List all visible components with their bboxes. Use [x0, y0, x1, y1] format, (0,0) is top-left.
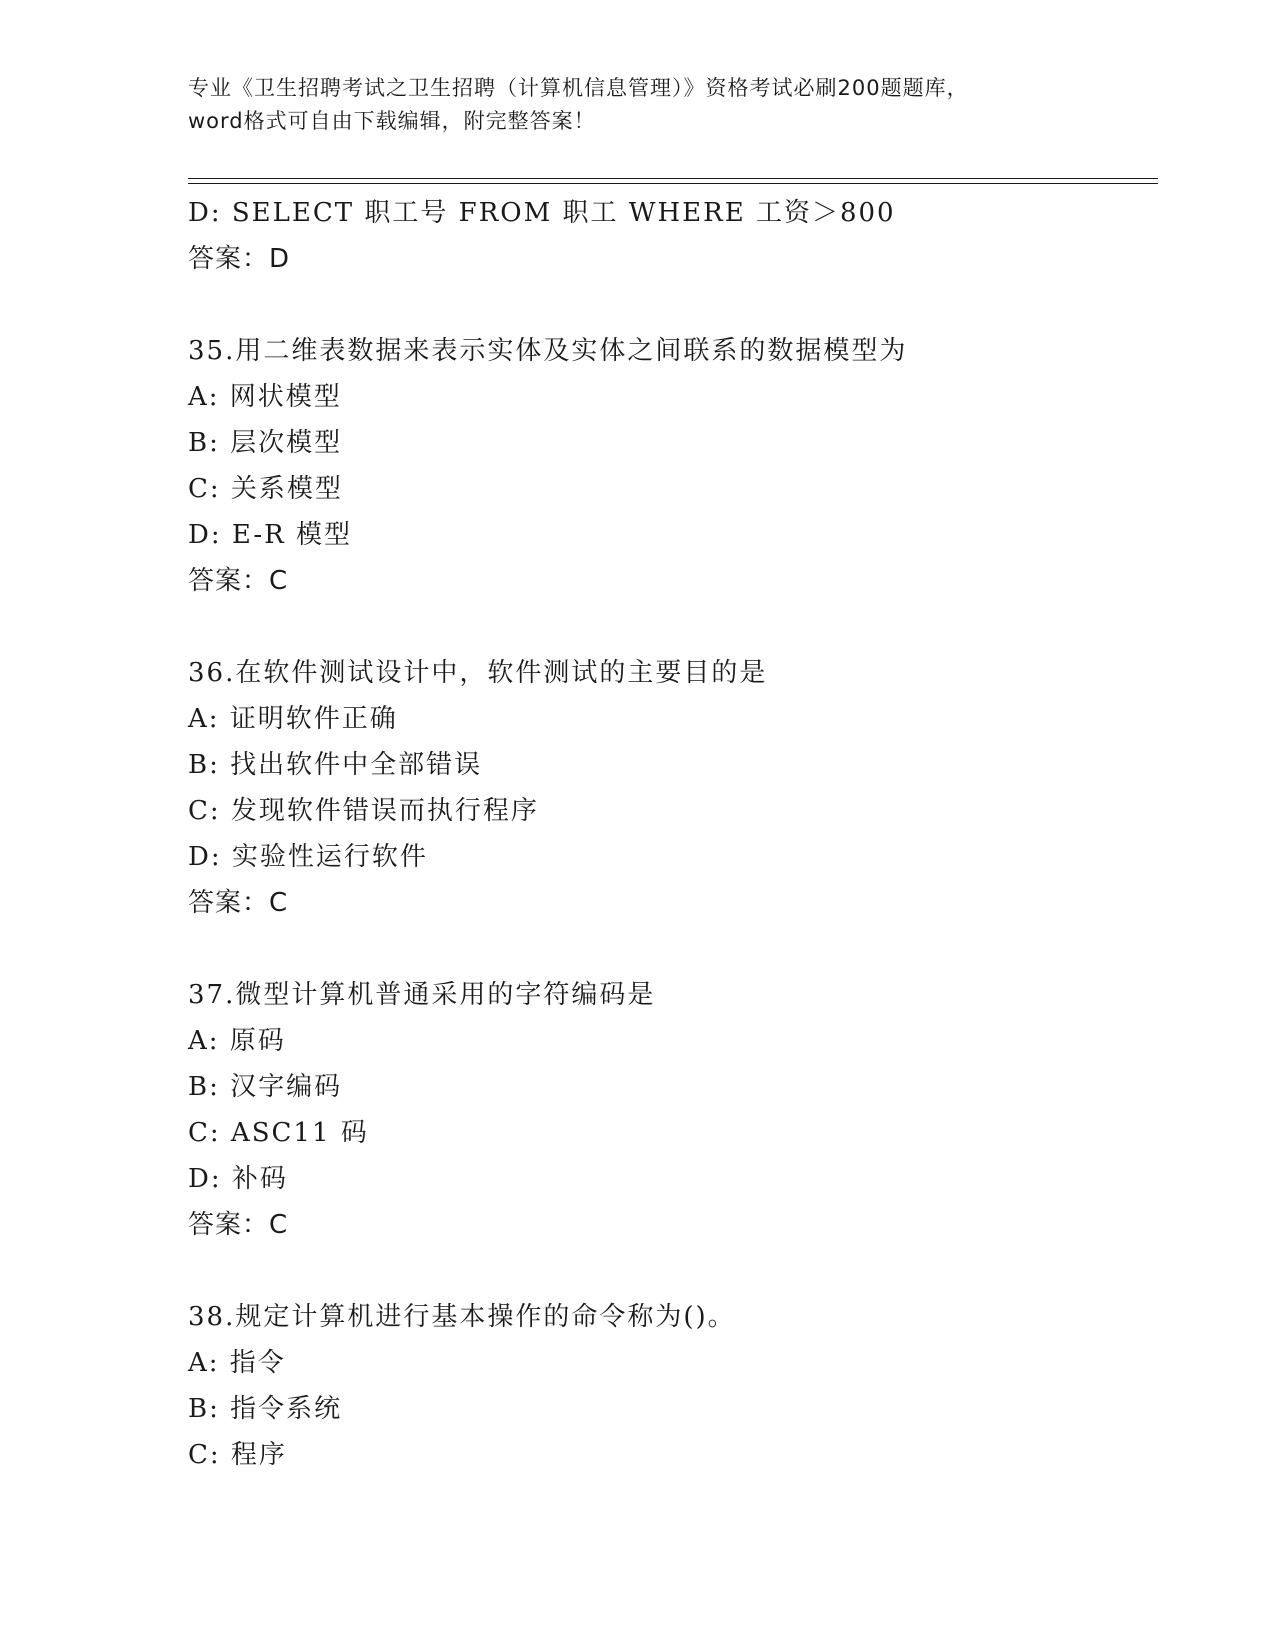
header-line-2: word格式可自由下载编辑，附完整答案！	[188, 109, 596, 133]
question-38	[188, 1294, 1148, 1478]
question-36	[188, 650, 1148, 926]
option-d: D: 实验性运行软件	[188, 842, 428, 872]
spacer	[188, 926, 1148, 972]
option-d: D: 补码	[188, 1164, 288, 1194]
question-stem: 35.用二维表数据来表示实体及实体之间联系的数据模型为	[188, 336, 908, 366]
header-divider-bottom	[188, 183, 1158, 184]
option-d: D: E-R 模型	[188, 520, 352, 550]
answer-line: 答案：C	[188, 1210, 289, 1240]
option-a: A: 网状模型	[188, 382, 342, 412]
spacer	[188, 282, 1148, 328]
header-line-1: 专业《卫生招聘考试之卫生招聘（计算机信息管理）》资格考试必刷200题题库，	[188, 76, 969, 100]
option-a: A: 指令	[188, 1348, 286, 1378]
option-b: B: 指令系统	[188, 1394, 343, 1424]
option-b: B: 层次模型	[188, 428, 343, 458]
answer-line: 答案：C	[188, 566, 289, 596]
question-list	[188, 190, 1148, 1478]
question-35	[188, 328, 1148, 604]
header-divider-top	[188, 178, 1158, 179]
question-stem: 36.在软件测试设计中，软件测试的主要目的是	[188, 658, 768, 688]
answer-line: 答案：C	[188, 888, 289, 918]
option-c: C: 发现软件错误而执行程序	[188, 796, 539, 826]
question-stem: 38.规定计算机进行基本操作的命令称为()。	[188, 1302, 736, 1332]
document-header	[188, 72, 1088, 138]
question-34-tail	[188, 190, 1148, 282]
option-c: C: 程序	[188, 1440, 287, 1470]
option-a: A: 原码	[188, 1026, 286, 1056]
option-d: D: SELECT 职工号 FROM 职工 WHERE 工资＞800	[188, 198, 896, 228]
option-c: C: 关系模型	[188, 474, 343, 504]
spacer	[188, 604, 1148, 650]
answer-line: 答案：D	[188, 244, 291, 274]
option-b: B: 找出软件中全部错误	[188, 750, 483, 780]
option-c: C: ASC11 码	[188, 1118, 369, 1148]
question-37	[188, 972, 1148, 1248]
option-b: B: 汉字编码	[188, 1072, 343, 1102]
option-a: A: 证明软件正确	[188, 704, 398, 734]
spacer	[188, 1248, 1148, 1294]
question-stem: 37.微型计算机普通采用的字符编码是	[188, 980, 656, 1010]
